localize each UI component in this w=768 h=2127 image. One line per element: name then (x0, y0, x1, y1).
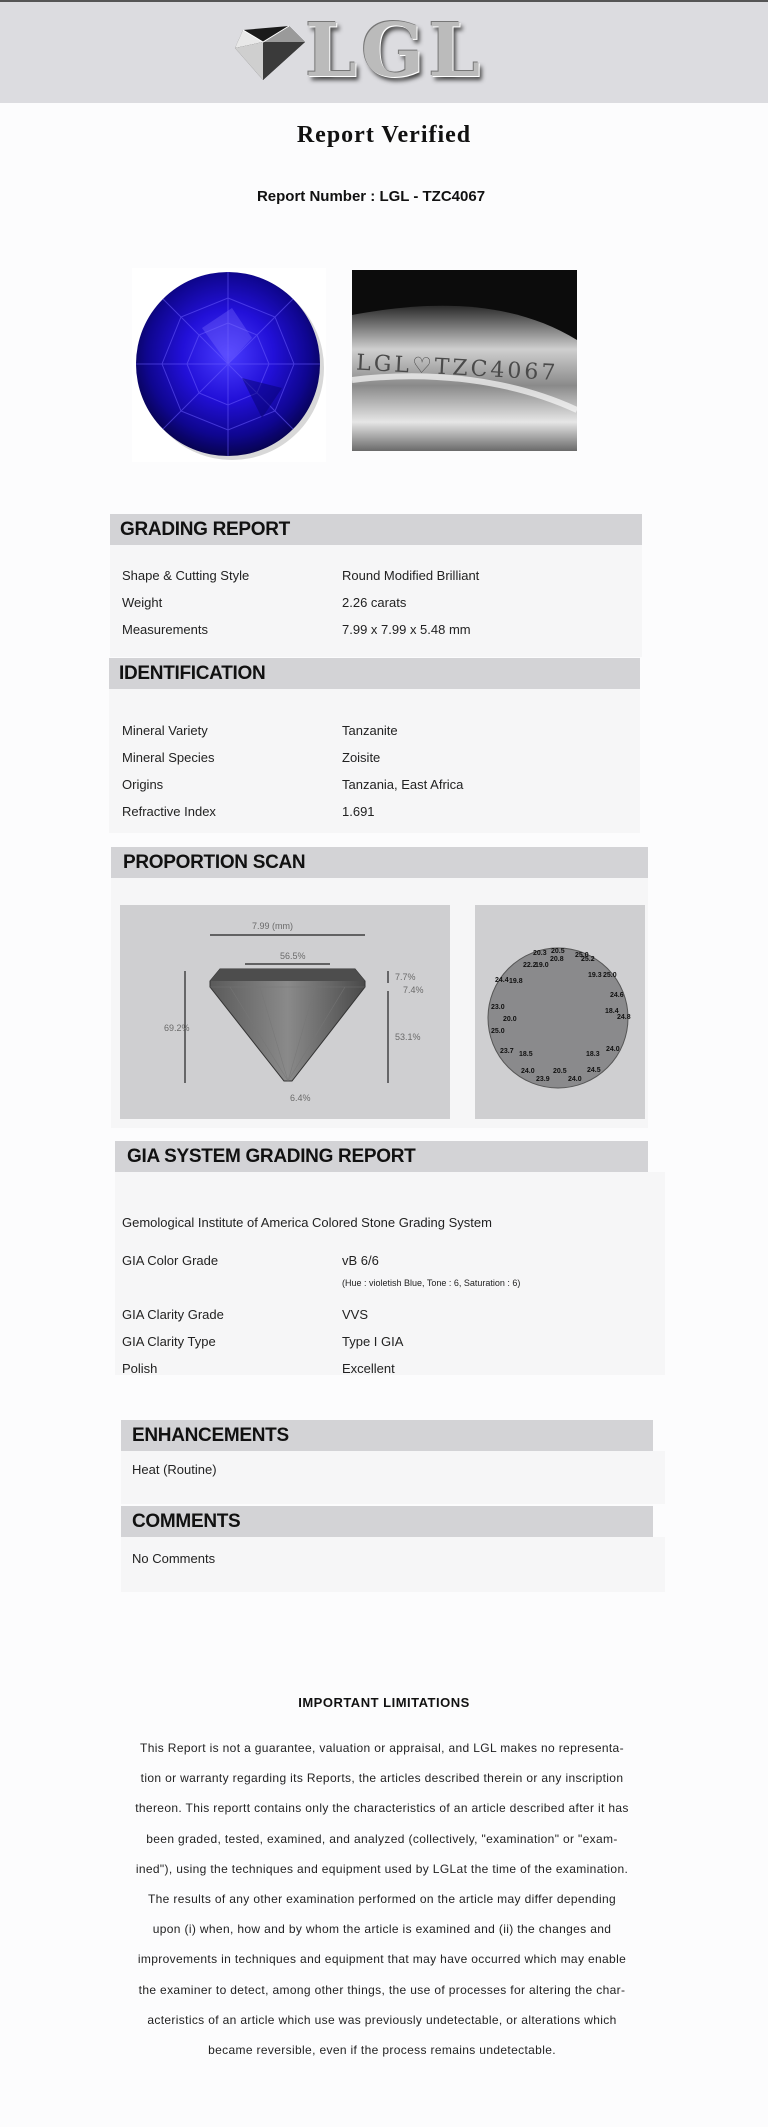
row-value: 7.99 x 7.99 x 5.48 mm (342, 622, 471, 637)
enhancements-heading: ENHANCEMENTS (121, 1420, 653, 1451)
limitations-line: been graded, tested, examined, and analyzed (collectively, "examination" or "exam- (146, 1831, 618, 1846)
page-title: Report Verified (296, 122, 472, 148)
row-value: VVS (342, 1307, 369, 1322)
limitations-line: upon (i) when, how and by whom the article is examined and (ii) the changes and (152, 1922, 612, 1937)
face-reading: 19.3 (588, 972, 602, 979)
row-value: Tanzanite (342, 723, 398, 738)
face-reading: 23.0 (491, 1004, 505, 1011)
face-reading: 19.0 (535, 962, 549, 969)
limitations-line: The results of any other examination performed on the article may differ depending (147, 1892, 617, 1907)
grading-report-heading: GRADING REPORT (110, 514, 642, 545)
limitations-line: improvements in techniques and equipment that may have occurred which may enable (137, 1952, 627, 1967)
row-label: GIA Color Grade (122, 1253, 219, 1268)
report-number: Report Number : LGL - TZC4067 (256, 188, 486, 205)
girdle-label: 7.4% (403, 985, 424, 995)
row-label: Origins (122, 777, 164, 792)
row-value: Zoisite (342, 750, 381, 765)
row-label: Mineral Species (122, 750, 215, 765)
face-reading: 23.9 (536, 1076, 550, 1083)
face-reading: 24.4 (495, 977, 509, 984)
face-reading: 20.0 (503, 1016, 517, 1023)
row-value: 2.26 carats (342, 595, 407, 610)
face-reading: 18.4 (605, 1008, 619, 1015)
face-reading: 24.8 (617, 1014, 631, 1021)
face-reading: 25.0 (491, 1028, 505, 1035)
row-label: Measurements (122, 622, 208, 637)
logo-text: LGL (305, 8, 485, 94)
limitations-heading: IMPORTANT LIMITATIONS (298, 1695, 470, 1710)
row-value: Round Modified Brilliant (342, 568, 480, 583)
diamond-icon (233, 22, 307, 84)
gia-intro-text: Gemological Institute of America Colored Stone Grading System (122, 1215, 492, 1230)
comments-value: No Comments (132, 1551, 216, 1566)
row-label: GIA Clarity Grade (122, 1307, 224, 1322)
comments-heading: COMMENTS (121, 1506, 653, 1537)
face-reading: 20.5 (551, 948, 565, 955)
row-label: Weight (122, 595, 163, 610)
row-value: Tanzania, East Africa (342, 777, 464, 792)
row-value: 1.691 (342, 804, 375, 819)
face-reading: 24.5 (587, 1067, 601, 1074)
face-reading: 25.0 (575, 952, 589, 959)
face-reading: 18.3 (586, 1051, 600, 1058)
crown-label: 7.7% (395, 972, 416, 982)
limitations-line: acteristics of an article which use was previously undetectable, or alterations which (147, 2012, 617, 2027)
row-value: Type I GIA (342, 1334, 404, 1349)
enhancements-value: Heat (Routine) (132, 1462, 217, 1477)
face-reading: 20.5 (553, 1068, 567, 1075)
limitations-text (110, 1733, 654, 2065)
face-reading: 22.2 (523, 962, 537, 969)
face-reading: 18.5 (519, 1051, 533, 1058)
culet-label: 6.4% (290, 1093, 311, 1103)
limitations-line: ined"), using the techniques and equipment used by LGLat the time of the examination. (135, 1861, 629, 1876)
lgl-logo (233, 8, 493, 94)
face-up-diagram (475, 905, 645, 1119)
header-banner (0, 0, 768, 103)
face-reading: 20.8 (550, 956, 564, 963)
face-reading: 24.0 (606, 1046, 620, 1053)
limitations-line: This Report is not a guarantee, valuation or appraisal, and LGL makes no representa- (140, 1741, 624, 1755)
row-value: vB 6/6 (342, 1253, 379, 1268)
identification-heading: IDENTIFICATION (109, 658, 640, 689)
face-reading: 24.6 (610, 992, 624, 999)
gia-color-note: (Hue : violetish Blue, Tone : 6, Saturation : 6) (342, 1278, 521, 1288)
limitations-line: thereon. This reportt contains only the characteristics of an article described after it has (135, 1801, 629, 1816)
face-reading: 25.2 (581, 956, 595, 963)
row-label: Polish (122, 1361, 158, 1376)
total-depth-label: 69.2% (164, 1023, 190, 1033)
gia-system-heading: GIA SYSTEM GRADING REPORT (115, 1141, 648, 1172)
limitations-line: the examiner to detect, among other things, the use of processes for altering the char- (138, 1982, 626, 1997)
girdle-inscription-photo (352, 270, 577, 451)
limitations-line: tion or warranty regarding its Reports, the articles described therein or any inscription (140, 1771, 624, 1786)
profile-diagram (120, 905, 450, 1119)
row-label: GIA Clarity Type (122, 1334, 216, 1349)
face-reading: 23.7 (500, 1048, 514, 1055)
face-reading: 20.3 (533, 950, 547, 957)
face-reading: 19.8 (509, 978, 523, 985)
gemstone-photo (132, 268, 326, 462)
pavilion-label: 53.1% (395, 1032, 421, 1042)
inscription-text: LGL♡TZC4067 (355, 350, 559, 387)
row-value: Excellent (342, 1361, 395, 1376)
row-label: Refractive Index (122, 804, 216, 819)
diameter-label: 7.99 (mm) (252, 921, 294, 931)
enhancements-panel (121, 1451, 665, 1504)
proportion-scan-heading: PROPORTION SCAN (111, 847, 648, 878)
face-reading: 25.0 (603, 972, 617, 979)
limitations-line: became reversible, even if the process remains undetectable. (208, 2043, 556, 2058)
face-reading: 24.0 (568, 1076, 582, 1083)
row-label: Shape & Cutting Style (122, 568, 250, 583)
table-label: 56.5% (280, 951, 306, 961)
face-reading: 24.0 (521, 1068, 535, 1075)
row-label: Mineral Variety (122, 723, 208, 738)
